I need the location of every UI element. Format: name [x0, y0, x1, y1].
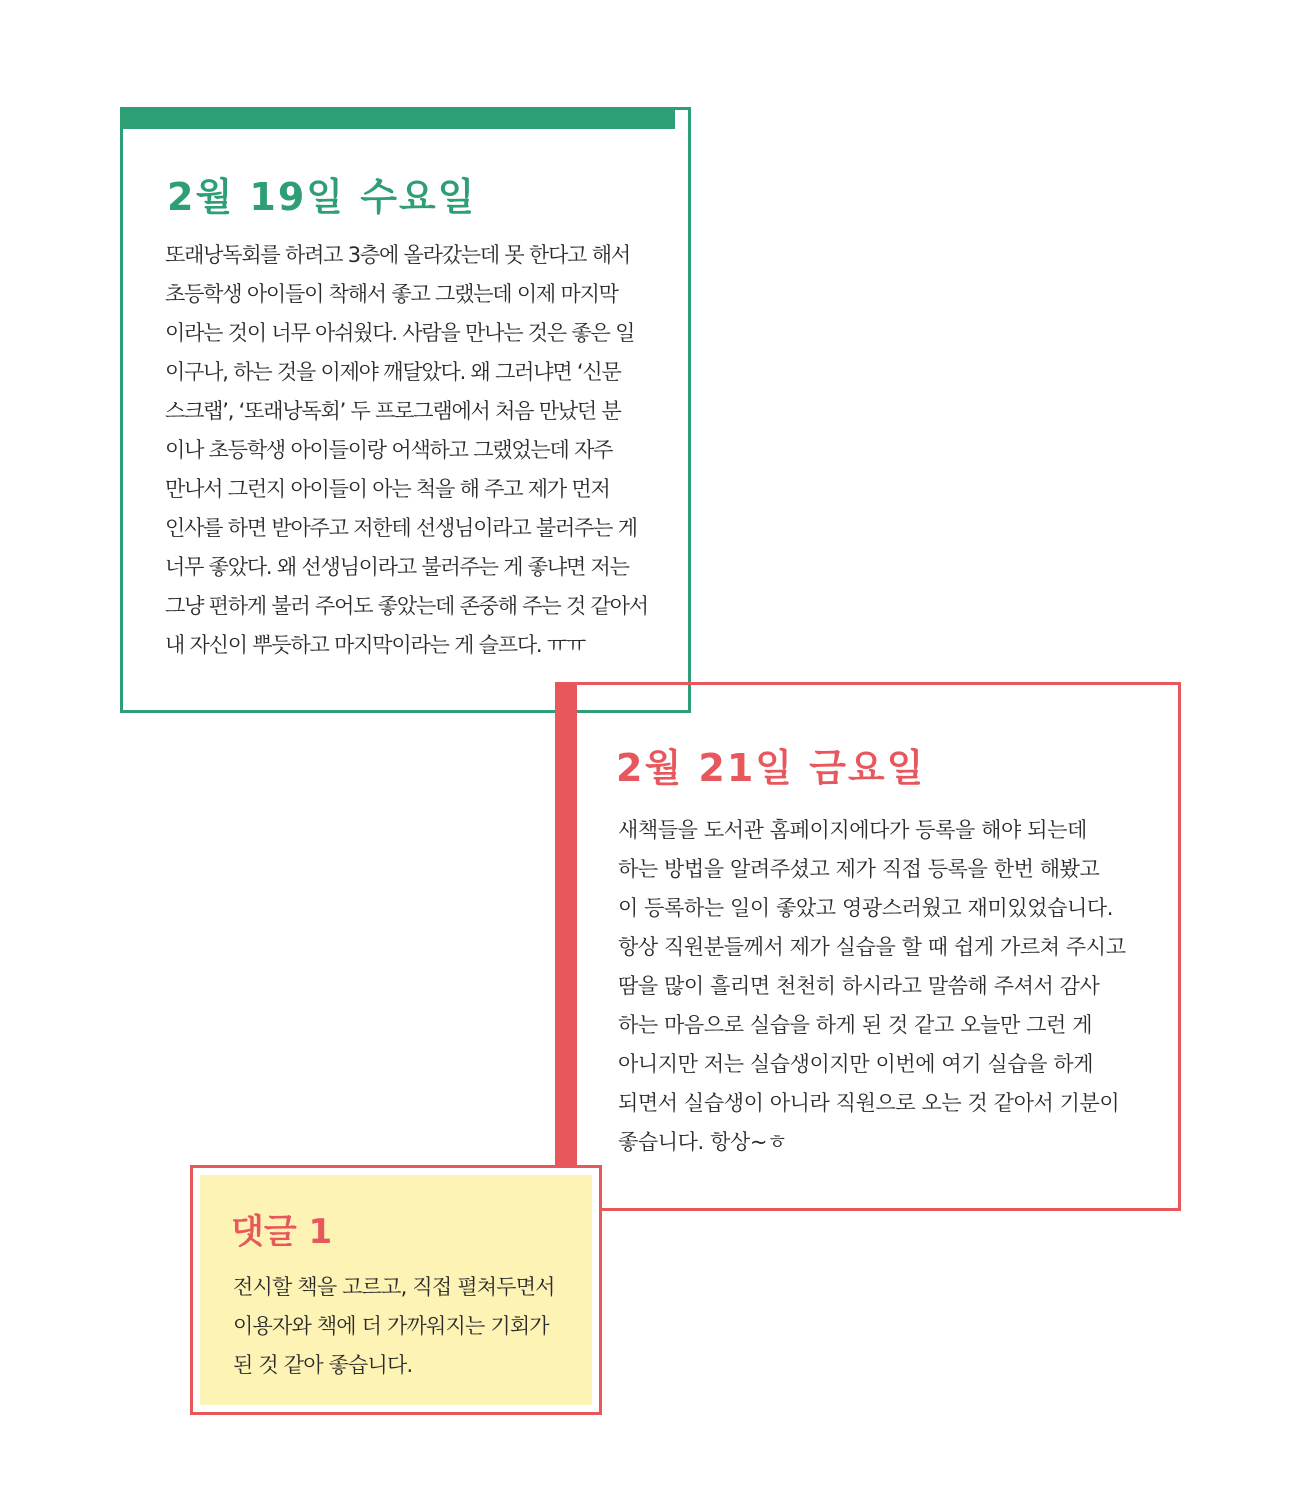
entry-line: 이라는 것이 너무 아쉬웠다. 사람을 만나는 것은 좋은 일 — [165, 321, 635, 345]
entry-line: 초등학생 아이들이 착해서 좋고 그랬는데 이제 마지막 — [165, 282, 618, 306]
comment-line: 이용자와 책에 더 가까워지는 기회가 — [233, 1314, 549, 1338]
entry-line: 이구나, 하는 것을 이제야 깨달았다. 왜 그러냐면 ‘신문 — [165, 360, 621, 384]
comment-line: 된 것 같아 좋습니다. — [233, 1353, 413, 1377]
comment-line: 전시할 책을 고르고, 직접 펼쳐두면서 — [233, 1275, 555, 1299]
comment-card — [190, 1165, 602, 1415]
entry-line: 새책들을 도서관 홈페이지에다가 등록을 해야 되는데 — [618, 818, 1087, 842]
entry-date: 2월 21일 금요일 — [616, 746, 926, 790]
entry-body — [618, 811, 1148, 1162]
entry-line: 만나서 그런지 아이들이 아는 척을 해 주고 제가 먼저 — [165, 477, 610, 501]
entry-line: 내 자신이 뿌듯하고 마지막이라는 게 슬프다. ㅠㅠ — [165, 633, 586, 657]
header-bar — [123, 110, 675, 129]
entry-date: 2월 19일 수요일 — [167, 175, 477, 219]
diary-entry-feb-21 — [555, 682, 1181, 1211]
entry-line: 인사를 하면 받아주고 저한테 선생님이라고 불러주는 게 — [165, 516, 637, 540]
entry-body — [165, 236, 665, 665]
diary-entry-feb-19 — [120, 107, 691, 713]
entry-line: 그냥 편하게 불러 주어도 좋았는데 존중해 주는 것 같아서 — [165, 594, 648, 618]
entry-line: 이 등록하는 일이 좋았고 영광스러웠고 재미있었습니다. — [618, 896, 1114, 920]
entry-line: 항상 직원분들께서 제가 실습을 할 때 쉽게 가르쳐 주시고 — [618, 935, 1126, 959]
entry-line: 스크랩’, ‘또래낭독회’ 두 프로그램에서 처음 만났던 분 — [165, 399, 621, 423]
comment-body — [233, 1268, 583, 1385]
entry-line: 아니지만 저는 실습생이지만 이번에 여기 실습을 하게 — [618, 1052, 1094, 1076]
side-bar — [555, 682, 577, 1167]
entry-line: 좋습니다. 항상~ㅎ — [618, 1130, 787, 1154]
entry-line: 이나 초등학생 아이들이랑 어색하고 그랬었는데 자주 — [165, 438, 613, 462]
comment-title: 댓글 1 — [231, 1212, 333, 1252]
entry-line: 땀을 많이 흘리면 천천히 하시라고 말씀해 주셔서 감사 — [618, 974, 1100, 998]
entry-line: 너무 좋았다. 왜 선생님이라고 불러주는 게 좋냐면 저는 — [165, 555, 629, 579]
entry-line: 하는 마음으로 실습을 하게 된 것 같고 오늘만 그런 게 — [618, 1013, 1093, 1037]
entry-line: 또래낭독회를 하려고 3층에 올라갔는데 못 한다고 해서 — [165, 243, 630, 267]
entry-line: 하는 방법을 알려주셨고 제가 직접 등록을 한번 해봤고 — [618, 857, 1100, 881]
entry-line: 되면서 실습생이 아니라 직원으로 오는 것 같아서 기분이 — [618, 1091, 1120, 1115]
